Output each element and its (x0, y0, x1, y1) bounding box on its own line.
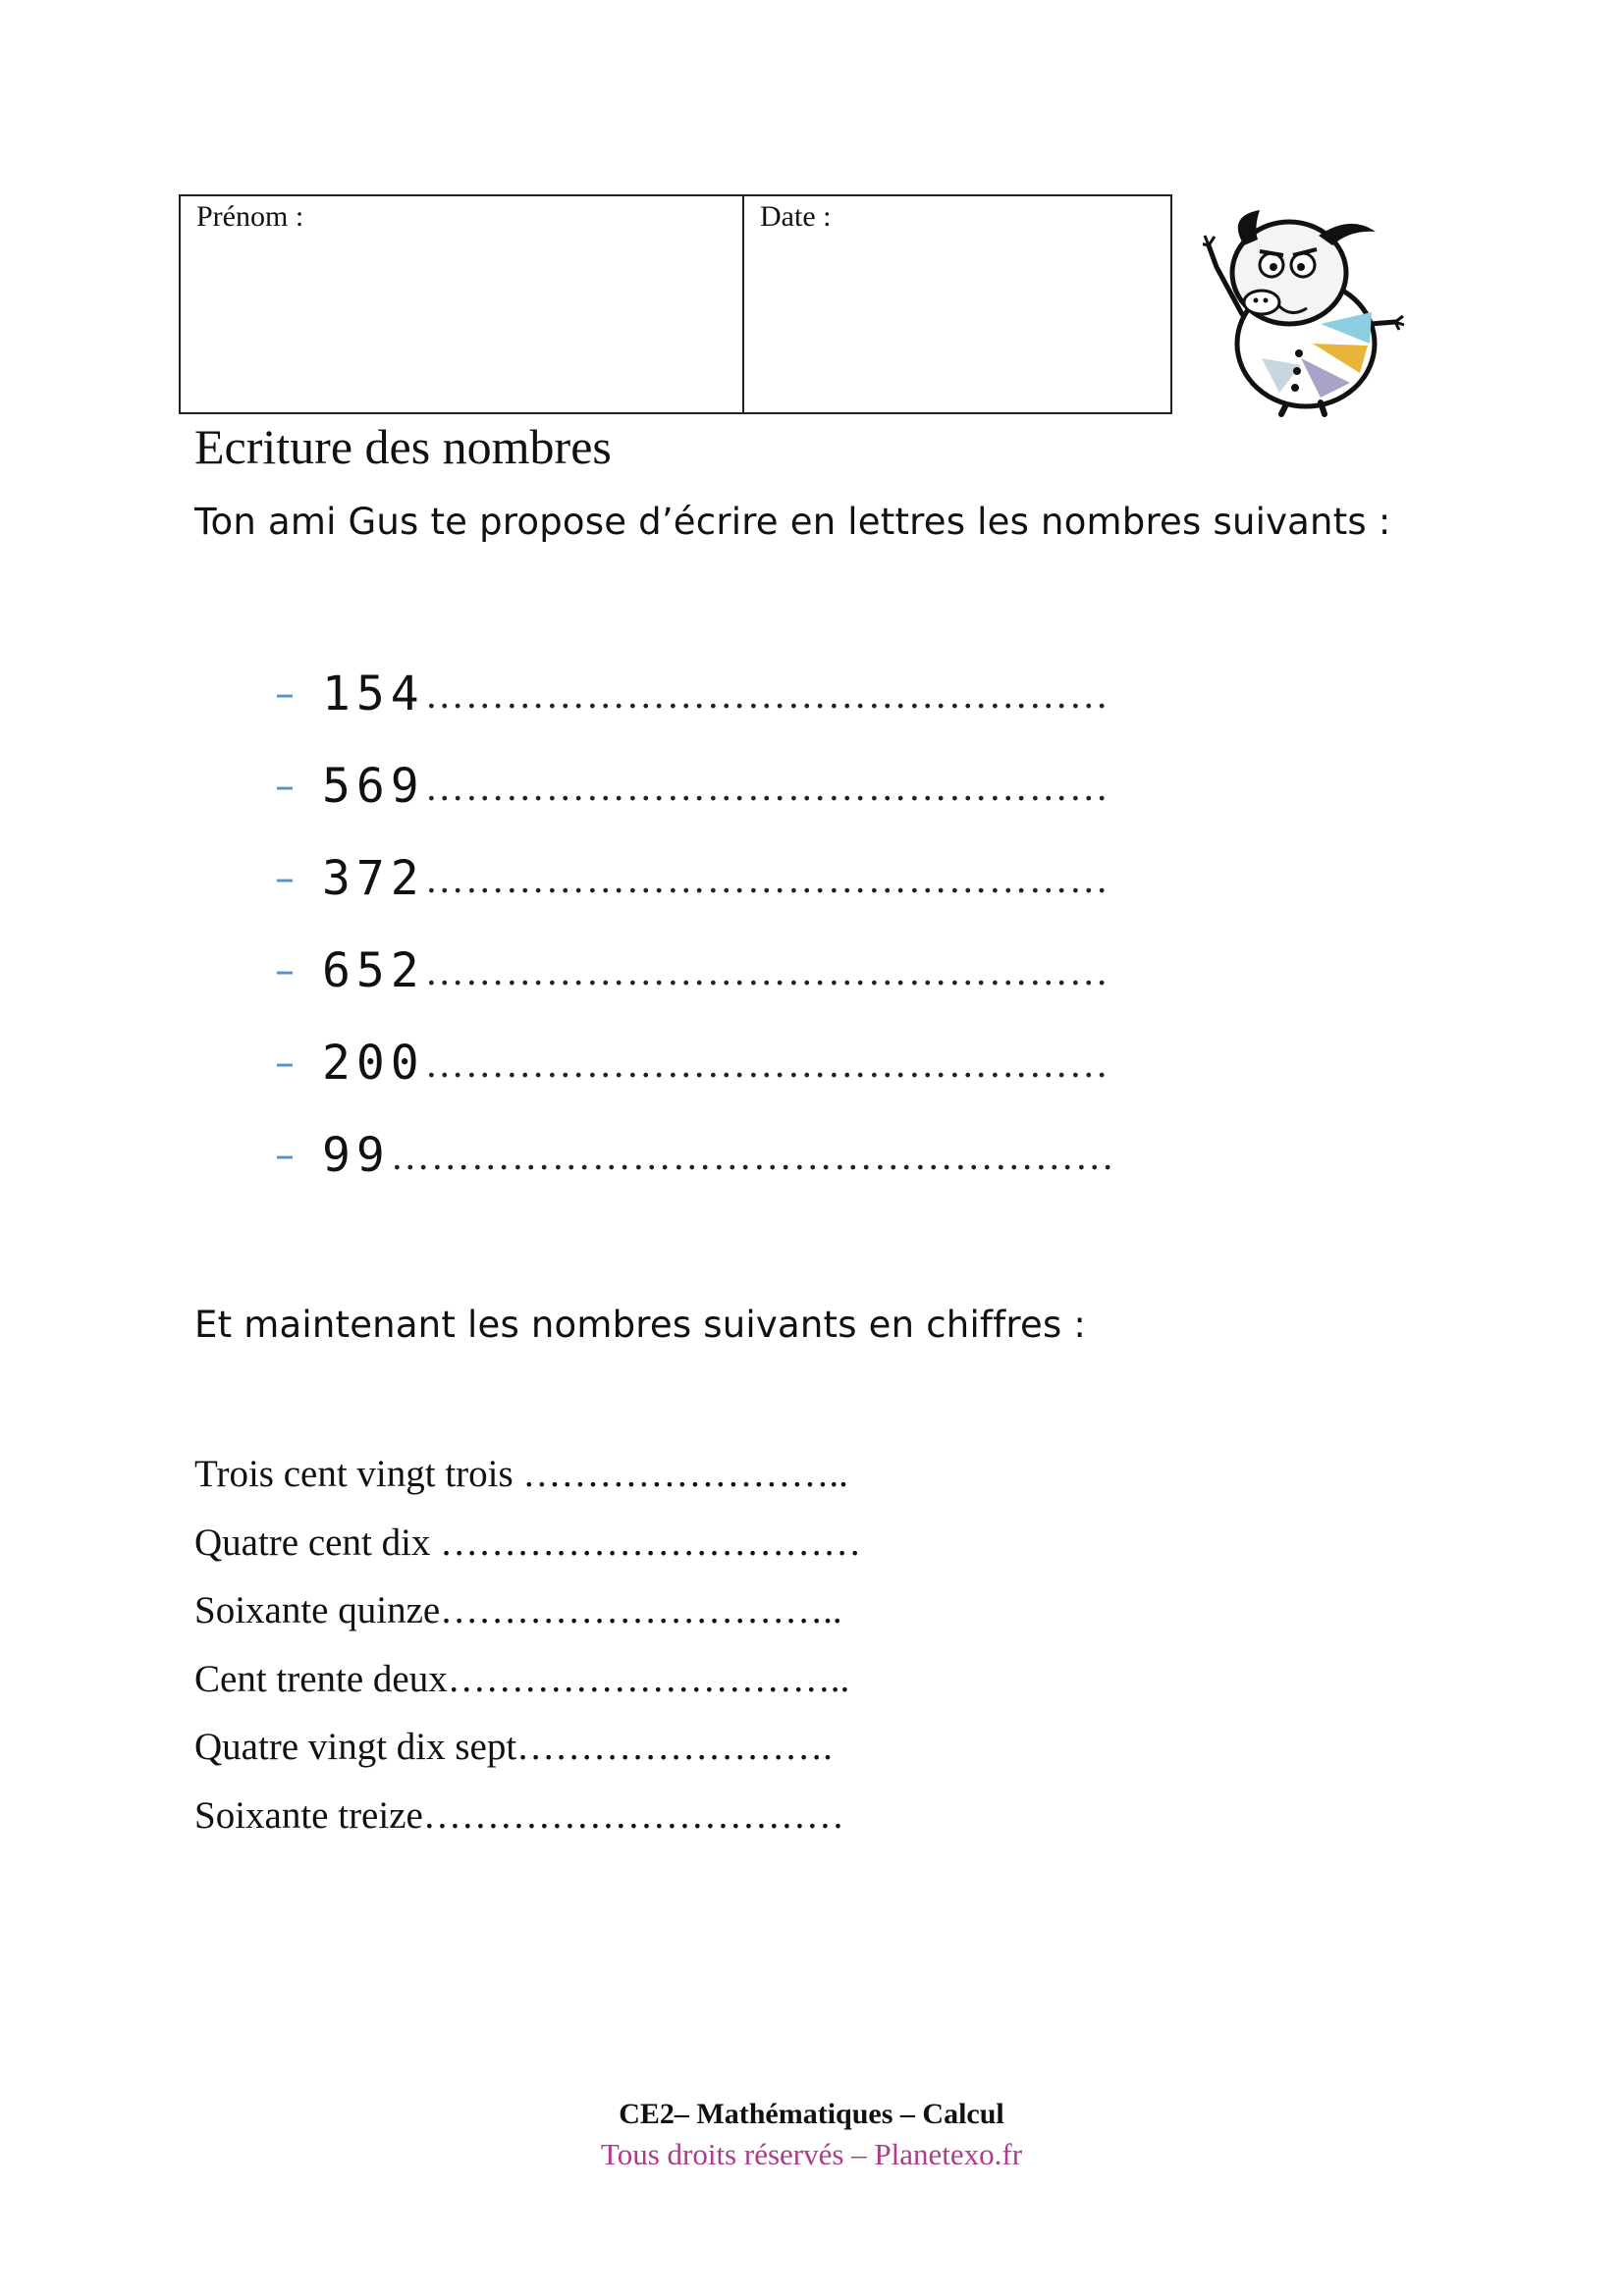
number-value: 154 (322, 667, 425, 721)
list-item (275, 925, 1115, 1017)
answer-line[interactable]: …………………………………………… (424, 764, 1109, 809)
number-value: 99 (322, 1128, 391, 1183)
word-number-list (194, 1445, 861, 1854)
answer-line[interactable]: ……………………………………………… (390, 1133, 1115, 1178)
header-table (179, 194, 1172, 414)
dash-bullet: – (275, 856, 295, 901)
footer-subject: CE2– Mathématiques – Calcul (619, 2098, 1004, 2130)
instruction-write-in-digits: Et maintenant les nombres suivants en chiffres : (194, 1304, 1087, 1346)
number-list (275, 648, 1115, 1201)
instruction-write-in-letters: Ton ami Gus te propose d’écrire en lettres les nombres suivants : (194, 501, 1391, 543)
date-field[interactable] (744, 196, 1170, 412)
answer-line[interactable]: …………………………………………… (424, 856, 1109, 901)
dash-bullet: – (275, 1133, 295, 1178)
gus-mascot-illustration (1203, 196, 1409, 417)
number-value: 569 (322, 759, 425, 814)
list-item (275, 740, 1115, 832)
list-item (275, 648, 1115, 740)
number-value: 652 (322, 943, 425, 998)
list-item[interactable]: Trois cent vingt trois …………………….. (194, 1453, 848, 1495)
page-title: Ecriture des nombres (194, 419, 612, 474)
dash-bullet: – (275, 1041, 295, 1086)
list-item (275, 1109, 1115, 1201)
list-item[interactable]: Soixante treize…………………………… (194, 1793, 844, 1837)
date-label: Date : (760, 200, 832, 233)
number-value: 372 (322, 851, 425, 906)
dash-bullet: – (275, 764, 295, 809)
name-field[interactable] (181, 196, 744, 412)
list-item[interactable]: Soixante quinze………………………….. (194, 1589, 842, 1631)
list-item[interactable]: Cent trente deux………………………….. (194, 1657, 850, 1700)
answer-line[interactable]: …………………………………………… (424, 948, 1109, 993)
list-item (275, 1017, 1115, 1109)
dash-bullet: – (275, 948, 295, 993)
name-label: Prénom : (196, 200, 304, 233)
list-item[interactable]: Quatre vingt dix sept……………………. (194, 1726, 833, 1768)
footer-copyright: Tous droits réservés – Planetexo.fr (600, 2137, 1023, 2171)
answer-line[interactable]: …………………………………………… (424, 671, 1109, 717)
list-item (275, 832, 1115, 925)
dash-bullet: – (275, 671, 295, 717)
list-item[interactable]: Quatre cent dix …………………………… (194, 1521, 862, 1564)
number-value: 200 (322, 1036, 425, 1091)
answer-line[interactable]: …………………………………………… (424, 1041, 1109, 1086)
